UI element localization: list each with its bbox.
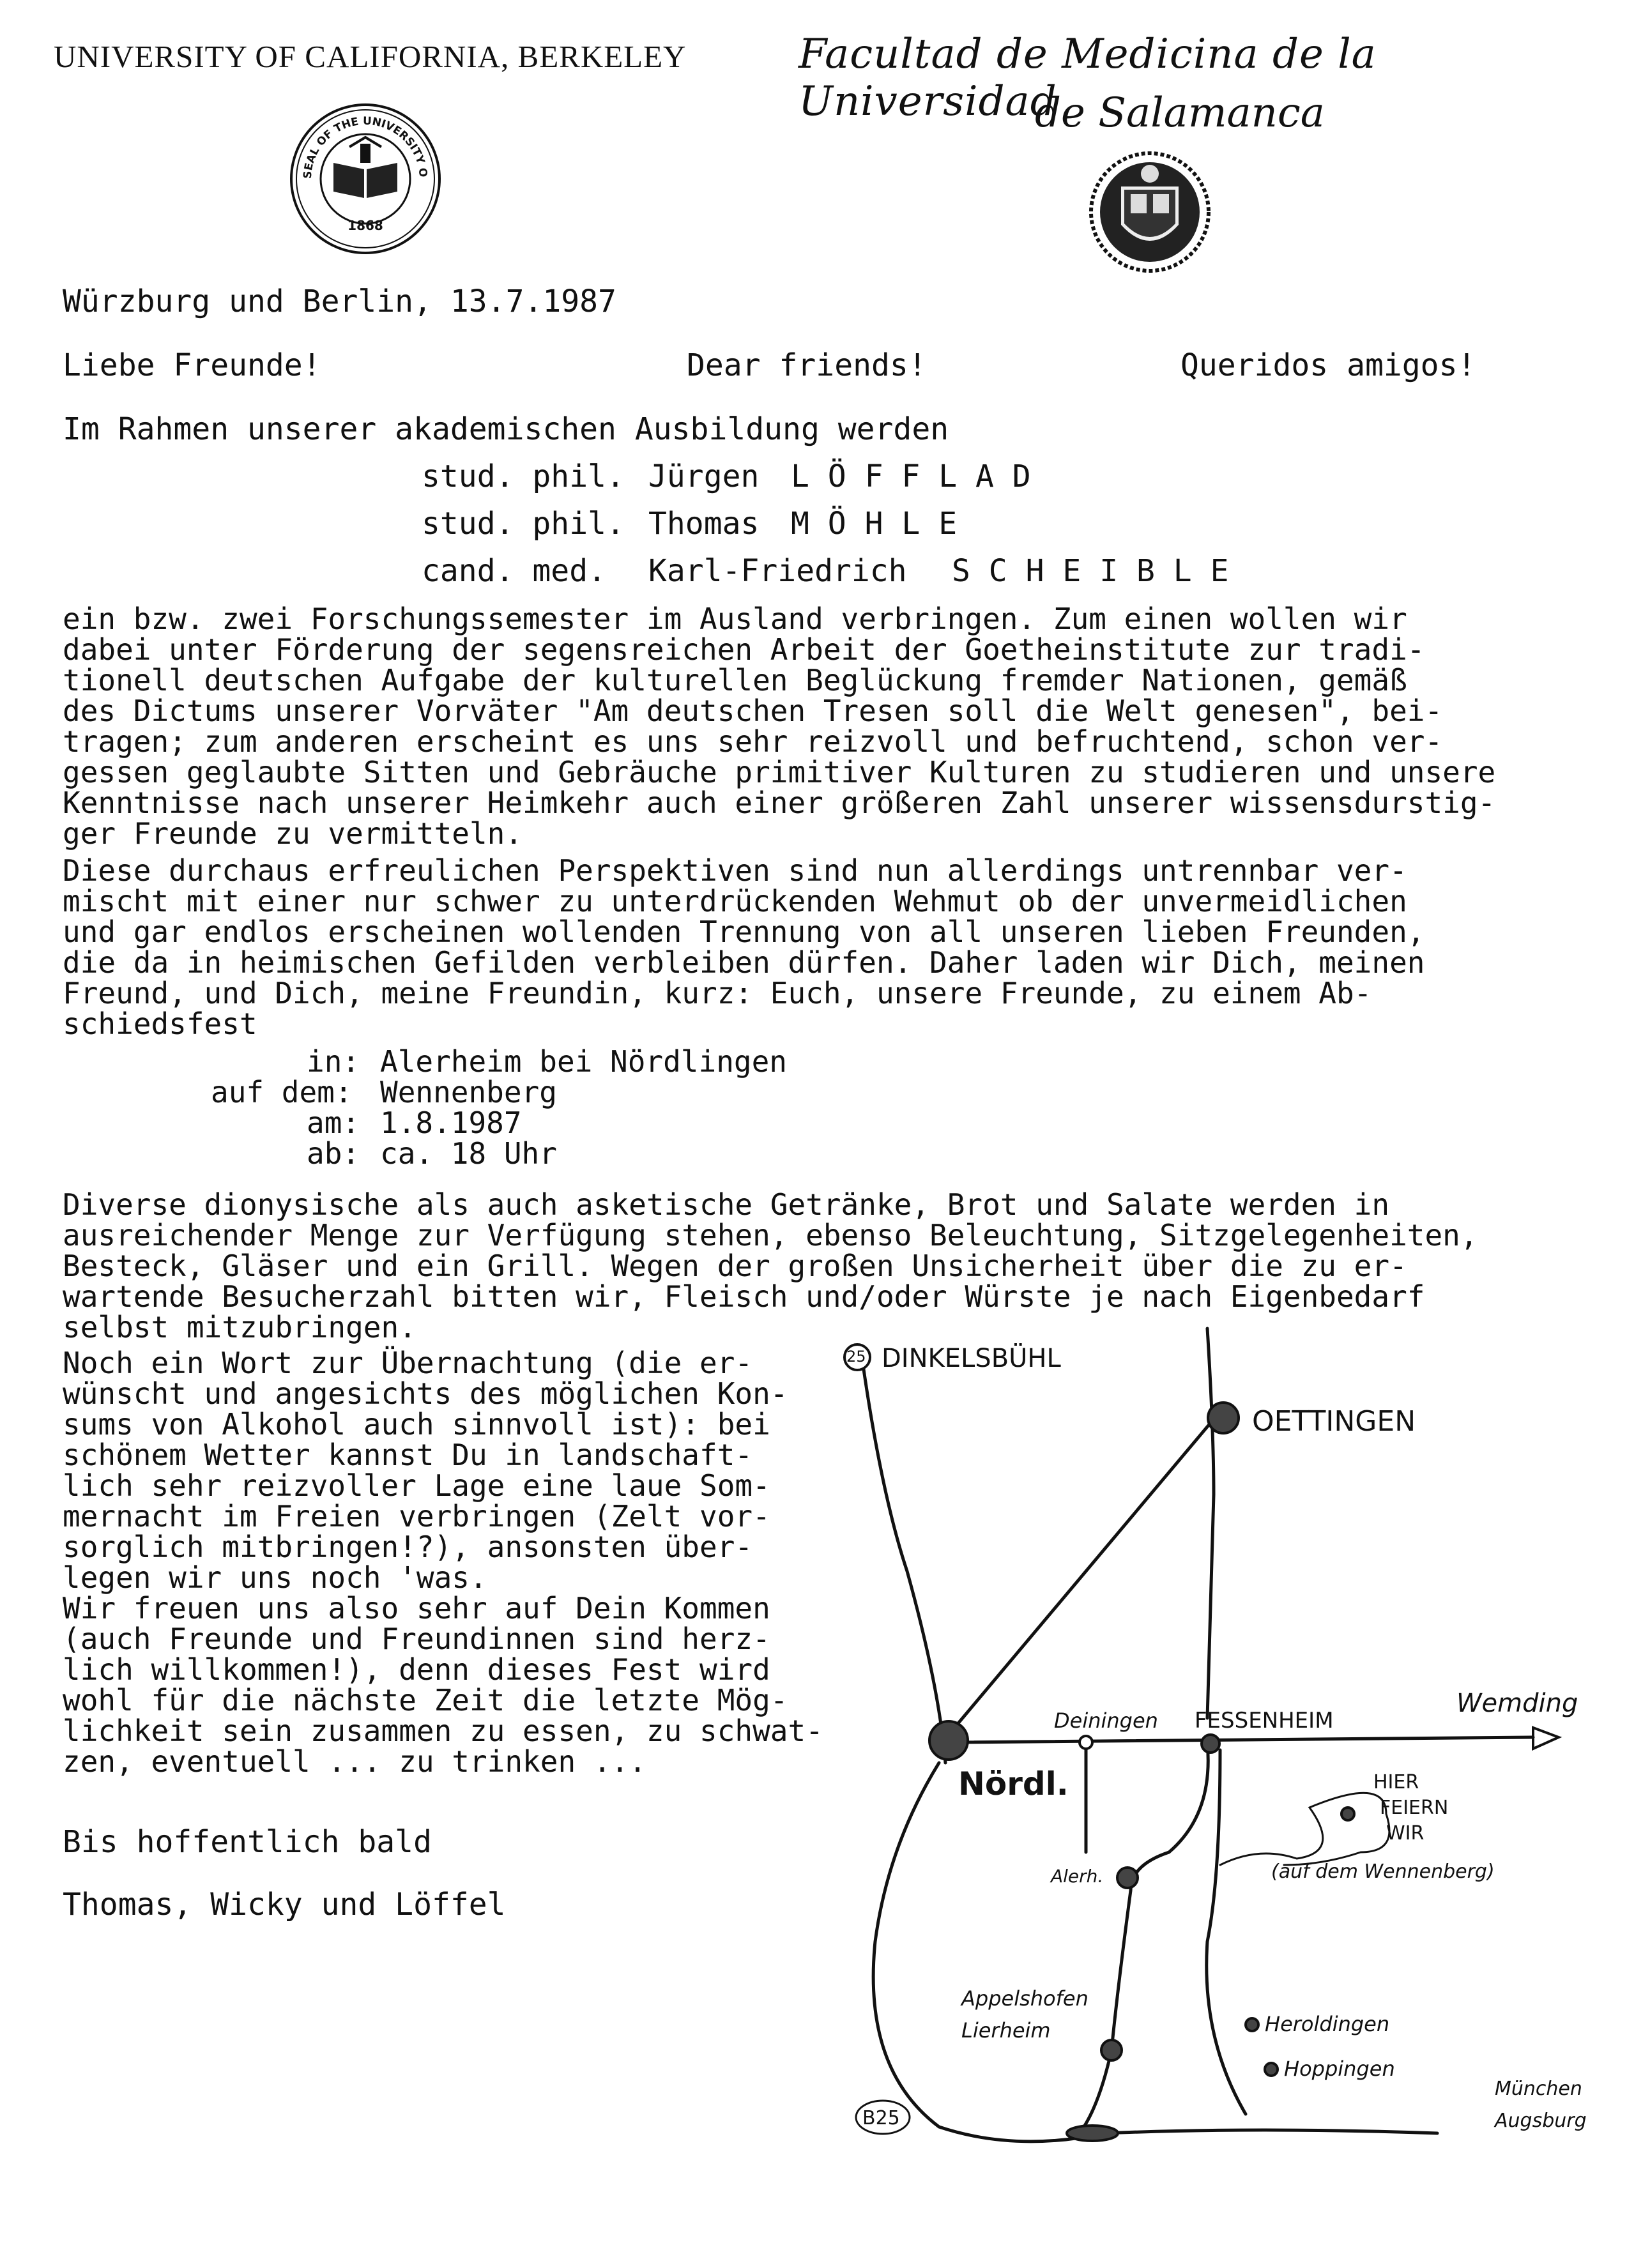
student-2-last: M Ö H L E	[791, 506, 958, 542]
town-fessenheim	[1202, 1735, 1219, 1753]
closing: Bis hoffentlich bald	[63, 1824, 432, 1860]
paragraph-3: Diverse dionysische als auch asketische Getränke, Brot und Salate werden in ausreichender Menge zur Verfügung stehen, ebenso Beleuchtung, Sitzgelegenheiten, Besteck, Gläser und ein Grill. Wegen der großen Unsicherheit über die zu er- wartende Besucherzahl bitten wir, Fleisch und/oder Würste je nach Eigenbedarf selbst mitzubringen.	[63, 1187, 1478, 1344]
label-wemding: Wemding	[1456, 1689, 1578, 1718]
road-east-west	[952, 1737, 1533, 1742]
b25-badge-dinkelsbuehl: 25	[846, 1348, 866, 1366]
town-heroldingen	[1246, 2018, 1258, 2031]
salamanca-crest	[1086, 148, 1214, 276]
student-2-first: Thomas	[648, 506, 760, 542]
label-wennenberg: (auf dem Wennenberg)	[1271, 1861, 1495, 1883]
event-value-am: 1.8.1987	[380, 1106, 522, 1140]
directions-map	[811, 1303, 1603, 2152]
label-appelshofen: Appelshofen	[961, 1986, 1088, 2011]
event-value-ab: ca. 18 Uhr	[380, 1136, 557, 1171]
student-1-last: L Ö F F L A D	[791, 459, 1031, 494]
salutation-german: Liebe Freunde!	[63, 347, 321, 383]
path-wennenberg	[1220, 1793, 1389, 1865]
student-1-first: Jürgen	[648, 459, 760, 494]
arrow-wemding	[1533, 1728, 1559, 1749]
label-hoppingen: Hoppingen	[1284, 2057, 1395, 2081]
event-value-auf-dem: Wennenberg	[380, 1075, 557, 1109]
event-label-auf-dem: auf dem:	[211, 1075, 353, 1109]
student-3-last: S C H E I B L E	[952, 553, 1229, 589]
label-heroldingen: Heroldingen	[1265, 2012, 1390, 2036]
letterhead-right-institution-line1: Facultad de Medicina de la Universidad	[798, 31, 1377, 125]
party-location-marker	[1341, 1808, 1354, 1820]
town-lierheim	[1101, 2040, 1122, 2060]
road-dinkelsbuehl	[862, 1360, 945, 1763]
road-bottom	[1105, 2130, 1437, 2133]
road-fessenheim-east	[1207, 1750, 1246, 2114]
road-alerheim-south	[1080, 1891, 1131, 2133]
event-label-in: in:	[307, 1044, 360, 1079]
student-1-title: stud. phil.	[422, 459, 625, 494]
signature: Thomas, Wicky und Löffel	[63, 1887, 506, 1922]
town-oettingen	[1208, 1403, 1239, 1433]
student-3-title: cand. med.	[422, 553, 606, 589]
event-value-in: Alerheim bei Nördlingen	[380, 1044, 787, 1079]
label-dinkelsbuehl: DINKELSBÜHL	[882, 1344, 1061, 1373]
label-fessenheim: FESSENHEIM	[1195, 1708, 1334, 1733]
paragraph-1: ein bzw. zwei Forschungssemester im Ausland verbringen. Zum einen wollen wir dabei unter Förderung der segensreichen Arbeit der Goetheinstitute zur tradi- tionell deutschen Aufgabe der kulturellen Beglückung fremder Nationen, gemäß des Dictums unserer Vorväter "Am deutschen Tresen soll die Welt genesen", bei- tragen; zum anderen erscheint es uns sehr reizvoll und befruchtend, schon ver- gessen geglaubte Sitten und Gebräuche primitiver Kulturen zu studieren und unsere Kenntnisse nach unserer Heimkehr auch einer größeren Zahl unserer wissensdurstig- ger Freunde zu vermitteln.	[63, 602, 1496, 851]
event-label-ab: ab:	[307, 1136, 360, 1171]
label-feiern: FEIERN	[1380, 1797, 1449, 1819]
label-augsburg: Augsburg	[1495, 2110, 1587, 2132]
road-noerdlingen-south	[873, 1763, 1105, 2142]
road-oettingen-noerdlingen	[952, 1412, 1220, 1731]
town-noerdlingen	[929, 1721, 968, 1760]
student-2-title: stud. phil.	[422, 506, 625, 542]
letterhead-left-institution: UNIVERSITY OF CALIFORNIA, BERKELEY	[54, 39, 687, 74]
label-hier: HIER	[1373, 1771, 1419, 1793]
town-bottom-junction	[1067, 2126, 1118, 2141]
event-label-am: am:	[307, 1106, 360, 1140]
student-3-first: Karl-Friedrich	[648, 553, 907, 589]
seal-year: 1868	[348, 218, 383, 233]
label-wir: WIR	[1386, 1822, 1425, 1845]
label-oettingen: OETTINGEN	[1252, 1405, 1416, 1438]
salutation-english: Dear friends!	[687, 347, 927, 383]
town-hoppingen	[1265, 2063, 1278, 2076]
road-oettingen-north	[1207, 1328, 1214, 1718]
paragraph-2: Diese durchaus erfreulichen Perspektiven sind nun allerdings untrennbar ver- mischt mit einer nur schwer zu unterdrückenden Wehmut ob der unvermeidlichen und gar endlos erscheinen wollenden Trennung von all unseren lieben Freunden, die da in heimischen Gefilden verbleiben dürfen. Daher laden wir Dich, meinen Freund, und Dich, meine Freundin, kurz: Euch, unsere Freunde, zu einem Ab- schiedsfest	[63, 853, 1425, 1041]
label-deiningen: Deiningen	[1054, 1709, 1158, 1733]
paragraph-5: Wir freuen uns also sehr auf Dein Kommen (auch Freunde und Freundinnen sind herz- lich willkommen!), denn dieses Fest wird wohl für die nächste Zeit die letzte Mög- lichkeit sein zusammen zu essen, zu schwat- zen, eventuell ... zu trinken ...	[63, 1591, 823, 1779]
label-lierheim: Lierheim	[961, 2018, 1051, 2043]
seal-ring-text: SEAL OF THE UNIVERSITY O	[301, 114, 430, 179]
dateline: Würzburg und Berlin, 13.7.1987	[63, 284, 616, 319]
road-fessenheim-alerheim	[1131, 1744, 1208, 1891]
university-seal	[289, 102, 442, 255]
intro-line: Im Rahmen unserer akademischen Ausbildung werden	[63, 411, 949, 447]
salutation-spanish: Queridos amigos!	[1180, 347, 1476, 383]
town-alerheim	[1117, 1868, 1138, 1888]
label-alerheim: Alerh.	[1051, 1866, 1104, 1887]
letterhead-right-institution-line2: de Salamanca	[1035, 89, 1325, 137]
label-b25: B25	[862, 2107, 900, 2129]
paragraph-4: Noch ein Wort zur Übernachtung (die er- wünscht und angesichts des möglichen Kon- sums von Alkohol auch sinnvoll ist): bei schönem Wetter kannst Du in landschaft- lich sehr reizvoller Lage eine laue Som- mernacht im Freien verbringen (Zelt vor- sorglich mitbringen!?), ansonsten über- legen wir uns noch 'was.	[63, 1346, 788, 1595]
label-noerdlingen: Nördl.	[958, 1765, 1069, 1802]
label-muenchen: München	[1495, 2078, 1582, 2100]
town-deiningen	[1080, 1736, 1092, 1749]
